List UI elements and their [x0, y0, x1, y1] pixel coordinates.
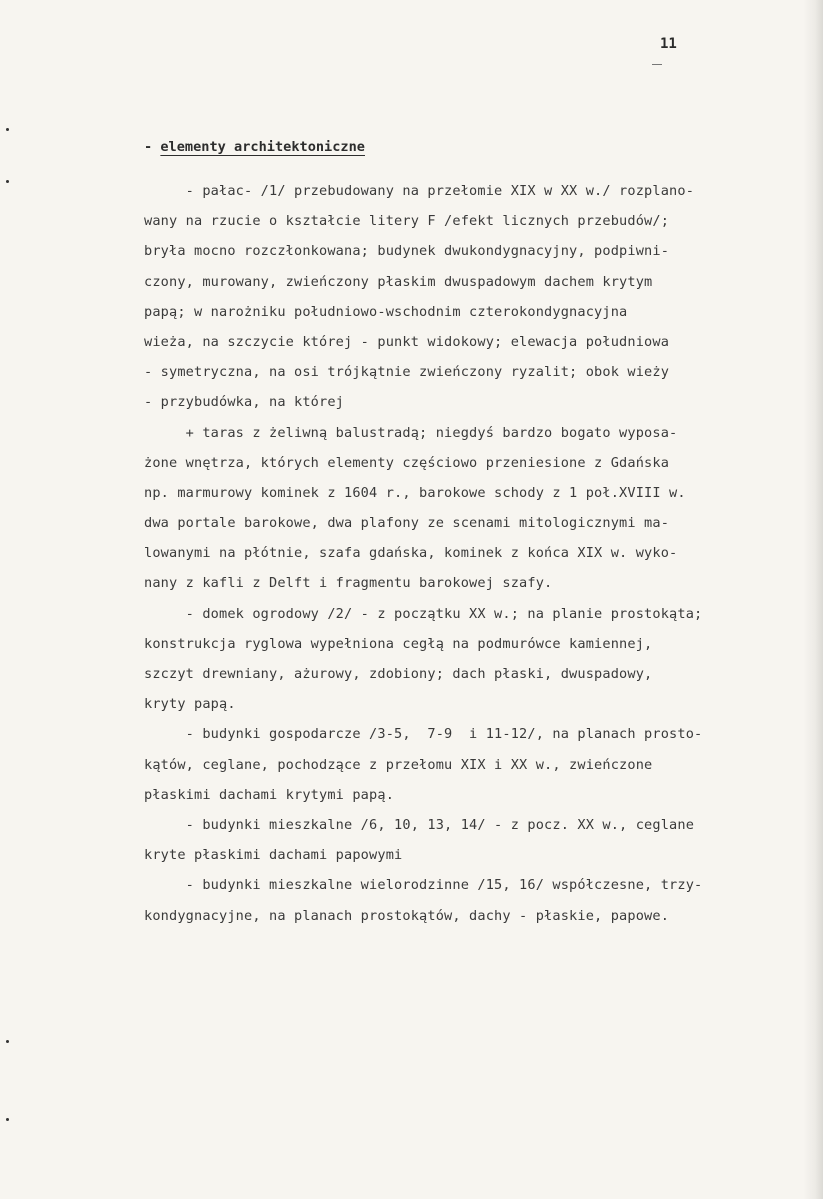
text-line: kryty papą.: [144, 696, 236, 713]
text-line: kondygnacyjne, na planach prostokątów, dachy - płaskie, papowe.: [144, 907, 670, 924]
text-line: wany na rzucie o kształcie litery F /efekt licznych przebudów/;: [144, 213, 670, 230]
text-line: dwa portale barokowe, dwa plafony ze scenami mitologicznymi ma-: [144, 515, 670, 532]
text-line: lowanymi na płótnie, szafa gdańska, kominek z końca XIX w. wyko-: [144, 545, 678, 562]
text-line: - budynki mieszkalne /6, 10, 13, 14/ - z pocz. XX w., ceglane: [144, 816, 695, 833]
section-heading: [144, 132, 823, 176]
text-line: - budynki gospodarcze /3-5, 7-9 i 11-12/, na planach prosto-: [144, 726, 703, 743]
margin-dot: [6, 128, 9, 131]
margin-dot: [6, 1040, 9, 1043]
text-line: - pałac- /1/ przebudowany na przełomie XIX w XX w./ rozplano-: [144, 183, 695, 199]
text-line: nany z kafli z Delft i fragmentu barokowej szafy.: [144, 575, 553, 592]
page-number-mark: [652, 64, 662, 65]
text-line: kryte płaskimi dachami papowymi: [144, 847, 403, 864]
text-line: np. marmurowy kominek z 1604 r., barokowe schody z 1 poł.XVIII w.: [144, 484, 686, 501]
text-line: papą; w narożniku południowo-wschodnim czterokondygnacyjna: [144, 303, 628, 320]
page-number: 11: [660, 36, 677, 52]
typed-text-body: [144, 132, 823, 931]
heading-text: elementy architektoniczne: [160, 139, 365, 155]
text-line: płaskimi dachami krytymi papą.: [144, 786, 395, 803]
margin-dot: [6, 1118, 9, 1121]
heading-dash: -: [144, 139, 161, 155]
text-line: wieża, na szczycie której - punkt widokowy; elewacja południowa: [144, 333, 670, 350]
text-line: żone wnętrza, których elementy częściowo przeniesione z Gdańska: [144, 454, 670, 471]
text-line: konstrukcja ryglowa wypełniona cegłą na podmurówce kamiennej,: [144, 635, 653, 652]
text-line: bryła mocno rozczłonkowana; budynek dwukondygnacyjny, podpiwni-: [144, 243, 670, 260]
text-line: - budynki mieszkalne wielorodzinne /15, 16/ współczesne, trzy-: [144, 877, 703, 894]
text-line: - domek ogrodowy /2/ - z początku XX w.; na planie prostokąta;: [144, 605, 703, 622]
text-line: czony, murowany, zwieńczony płaskim dwuspadowym dachem krytym: [144, 273, 653, 290]
text-line: + taras z żeliwną balustradą; niegdyś bardzo bogato wyposa-: [144, 424, 678, 441]
text-line: szczyt drewniany, ażurowy, zdobiony; dach płaski, dwuspadowy,: [144, 666, 653, 682]
text-line: - symetryczna, na osi trójkątnie zwieńczony ryzalit; obok wieży: [144, 364, 670, 381]
margin-dot: [6, 180, 9, 183]
text-line: kątów, ceglane, pochodzące z przełomu XIX i XX w., zwieńczone: [144, 756, 653, 773]
text-line: - przybudówka, na której: [144, 394, 345, 411]
